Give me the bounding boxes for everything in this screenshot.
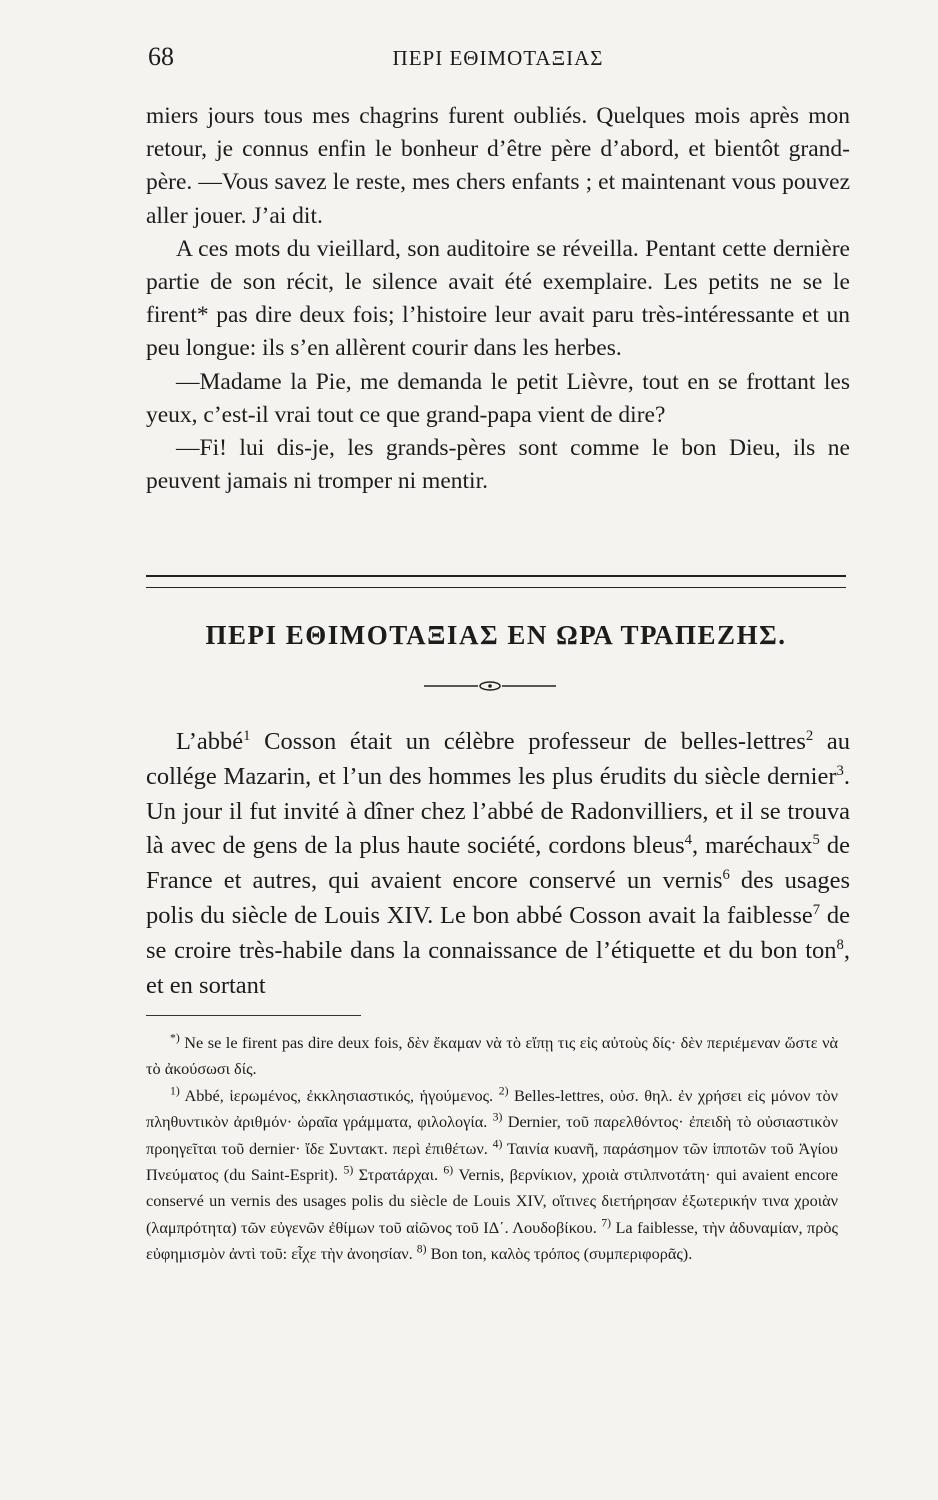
footnote-marker: *) [170,1031,180,1045]
footnote-text: Abbé, ἱερωμένος, ἐκκλησιαστικός, ἡγούμενος. [179,1085,499,1105]
ornament-divider [420,678,560,694]
section-divider [146,575,846,588]
footnote-ref: 4 [684,832,692,849]
text-segment: de France et autres, qui avaient encore conservé un vernis [146,832,851,895]
text-segment: L’abbé [176,728,244,755]
footnote-marker: 6) [443,1163,454,1177]
footnote-ref: 6 [722,867,730,884]
footnote-text: Vernis, βερνίκιον, χροιὰ στιλπνοτάτη· qui avaient encore conservé un vernis des usages polis du siècle de Louis XIV, οἵτινες διετήρησαν ἐξωτερικήν τινα χροιὰν (λαμπρότητα) τῶν εὐγενῶν ἐθίμων τοῦ αἰῶνος τοῦ ΙΔ΄. Λουδοβίκου. [146,1165,838,1237]
text-segment: des usages polis du siècle de Louis XIV. Le bon abbé Cosson avait la faiblesse [146,867,850,929]
essay-text [146,725,850,1003]
footnote-text: Bon ton, καλὸς τρόπος (συμπεριφορᾶς). [426,1244,693,1264]
footnotes [146,1030,838,1268]
footnote-rule [146,1015,361,1016]
footnote-ref: 2 [805,727,814,744]
text-segment: . Un jour il fut invité à dîner chez l’abbé de Radonvilliers, et il se trouva là avec de gens de la plus haute société, cordons bleus [146,762,850,860]
footnote-star [146,1030,838,1083]
footnote-ref: 7 [812,901,821,918]
story-paragraph: miers jours tous mes chagrins furent oubliés. Quelques mois après mon retour, je connus enfin le bonheur d’être père d’abord, et bientôt grand-père. —Vous savez le reste, mes chers enfants ; et maintenant vous pouvez aller jouer. J’ai dit. [146,103,850,229]
footnote-text: Ne se le firent pas dire deux fois, δὲν ἔκαμαν νὰ τὸ εἴπῃ τις εἰς αὐτοὺς δίς· δὲν περιέμεναν ὥστε νὰ τὸ ἀκούσωσι δίς. [146,1033,838,1079]
footnote-marker: 8) [416,1242,427,1256]
section-title: ΠΕΡΙ ΕΘΙΜΟΤΑΞΙΑΣ ΕΝ ΩΡΑ ΤΡΑΠΕΖΗΣ. [205,620,787,650]
story-paragraph: —Madame la Pie, me demanda le petit Lièvre, tout en se frottant les yeux, c’est-il vrai tout ce que grand-papa vient de dire? [146,368,850,428]
text-segment: au collége Mazarin, et l’un des hommes les plus érudits du siècle dernier [146,728,850,790]
story-paragraph: A ces mots du vieillard, son auditoire se réveilla. Pentant cette dernière partie de son récit, le silence avait été exemplaire. Les petits ne se le firent* pas dire deux fois; l’histoire leur avait paru très-intéressante et un peu longue: ils s’en allèrent courir dans les herbes. [146,235,850,362]
page-header [148,38,848,74]
footnote-text: Dernier, τοῦ παρελθόντος· ἐπειδὴ τὸ οὐσιαστικὸν προηγεῖται τοῦ dernier· ἴδε Συντακτ. περὶ ἐπιθέτων. [146,1112,838,1158]
footnote-text: Ταινία κυανῆ, παράσημον τῶν ἱπποτῶν τοῦ Ἁγίου Πνεύματος (du Saint-Esprit). [146,1138,838,1185]
footnote-marker: 7) [601,1216,612,1230]
essay-paragraph [146,725,850,1003]
footnote-text: La faiblesse, τὴν ἀδυναμίαν, πρὸς εὐφημισμὸν ἀντὶ τοῦ: εἶχε τὴν ἀνοησίαν. [146,1217,838,1264]
text-segment: , et en sortant [146,936,850,999]
footnote-ref: 5 [812,832,820,849]
footnote-text: Belles-lettres, οὐσ. θηλ. ἐν χρήσει εἰς μόνον τὸν πληθυντικὸν ἀριθμόν· ὡραῖα γράμματα, φιλολογία. [146,1085,838,1132]
footnote-group [146,1083,838,1268]
story-text [146,100,850,498]
footnote-ref: 1 [243,727,251,744]
footnote-marker: 1) [170,1084,180,1098]
text-segment: Cosson était un célèbre professeur de belles-lettres [250,728,806,755]
page-number: 68 [148,42,174,71]
story-paragraph: —Fi! lui dis-je, les grands-pères sont comme le bon Dieu, ils ne peuvent jamais ni tromper ni mentir. [146,435,850,495]
footnote-ref: 3 [836,762,844,779]
footnote-marker: 2) [498,1084,509,1098]
footnote-marker: 4) [492,1137,503,1151]
footnote-marker: 3) [492,1110,503,1124]
text-segment: , maréchaux [691,832,813,860]
running-head: ΠΕΡΙ ΕΘΙΜΟΤΑΞΙΑΣ [392,46,604,70]
footnote-marker: 5) [343,1163,354,1177]
footnote-text: Στρατάρχαι. [353,1165,444,1185]
text-segment: de se croire très-habile dans la connaissance de l’étiquette et du bon ton [146,901,850,964]
footnote-ref: 8 [836,936,844,953]
